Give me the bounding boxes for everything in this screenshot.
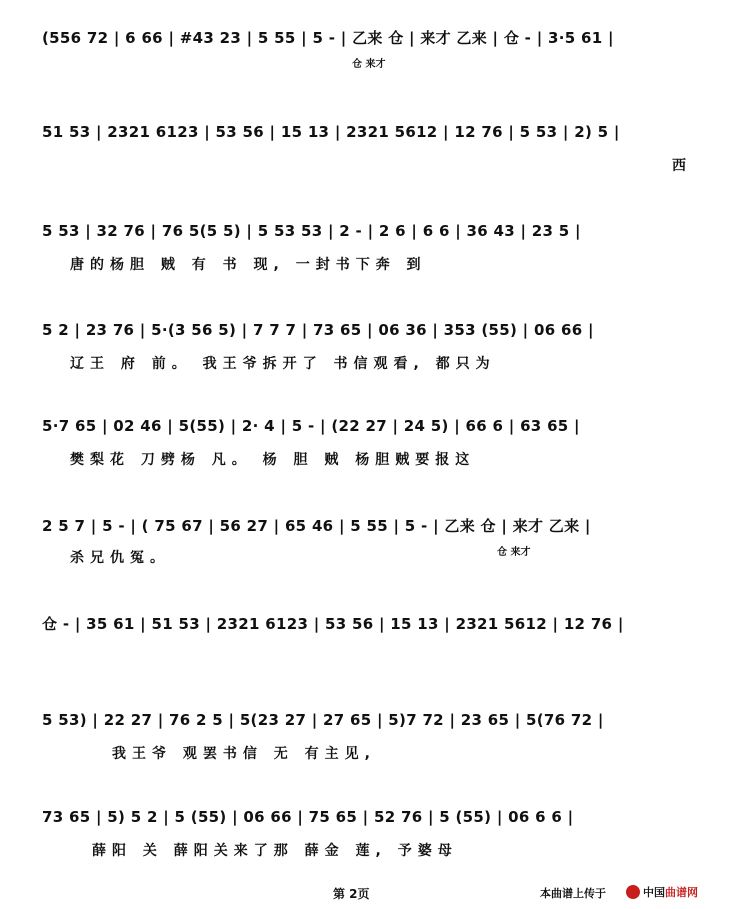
lyric-line: 辽王 府 前。 我王爷拆开了 书信观看, 都只为 (70, 356, 496, 372)
page-number: 第 2页 (333, 887, 370, 901)
lyric-line: 西 (672, 158, 692, 174)
lyric-line: 唐的杨胆 贼 有 书 现, 一封书下奔 到 (70, 257, 427, 273)
percussion-syllables: 仓 来才 (352, 59, 386, 70)
lyric-line: 樊梨花 刀劈杨 凡。 杨 胆 贼 杨胆贼要报这 (70, 452, 476, 468)
lyric-line: 我王爷 观罢书信 无 有主见, (112, 746, 376, 762)
notation-line: 73 65 | 5) 5 2 | 5 (55) | 06 66 | 75 65 | 52 76 | 5 (55) | 06 6 6 | (42, 808, 574, 826)
notation-line: 仓 - | 35 61 | 51 53 | 2321 6123 | 53 56 | 15 13 | 2321 5612 | 12 76 | (42, 615, 624, 633)
logo-text-accent: 曲谱网 (665, 886, 698, 899)
logo-icon (626, 885, 640, 899)
logo-text-main: 中国 (643, 886, 665, 899)
notation-line: (556 72 | 6 66 | #43 23 | 5 55 | 5 - | 乙来 仓 | 来才 乙来 | 仓 - | 3·5 61 | (42, 29, 614, 47)
lyric-line: 薛阳 关 薛阳关来了那 薛金 莲, 予婆母 (92, 843, 458, 859)
notation-line: 5·7 65 | 02 46 | 5(55) | 2· 4 | 5 - | (22 27 | 24 5) | 66 6 | 63 65 | (42, 417, 580, 435)
site-logo[interactable] (626, 883, 722, 901)
notation-line: 5 53 | 32 76 | 76 5(5 5) | 5 53 53 | 2 - | 2 6 | 6 6 | 36 43 | 23 5 | (42, 222, 581, 240)
notation-line: 2 5 7 | 5 - | ( 75 67 | 56 27 | 65 46 | 5 55 | 5 - | 乙来 仓 | 来才 乙来 | (42, 517, 591, 535)
lyric-line: 杀兄仇冤。 (70, 550, 170, 566)
upload-note: 本曲谱上传于 (540, 887, 606, 900)
page-footer (0, 883, 731, 905)
notation-line: 51 53 | 2321 6123 | 53 56 | 15 13 | 2321 5612 | 12 76 | 5 53 | 2) 5 | (42, 123, 620, 141)
notation-line: 5 53) | 22 27 | 76 2 5 | 5(23 27 | 27 65 | 5)7 72 | 23 65 | 5(76 72 | (42, 711, 604, 729)
percussion-syllables: 仓 来才 (497, 547, 531, 558)
notation-line: 5 2 | 23 76 | 5·(3 56 5) | 7 7 7 | 73 65 | 06 36 | 353 (55) | 06 66 | (42, 321, 594, 339)
